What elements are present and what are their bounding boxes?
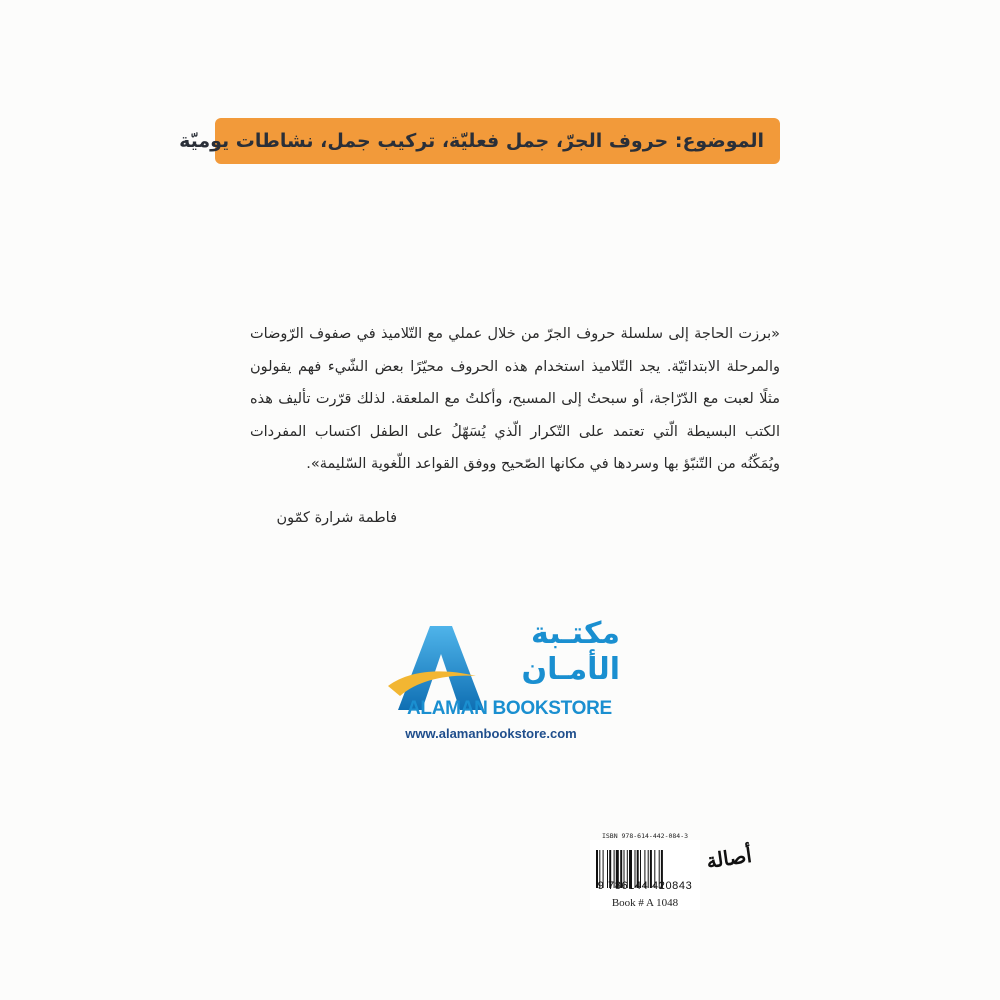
bookstore-arabic-line1: مكتـبة (531, 616, 620, 651)
topic-banner (179, 118, 780, 164)
book-number: Book # A 1048 (611, 897, 679, 909)
bookstore-arabic-line2: الأمـان (521, 652, 620, 687)
intro-paragraph: «برزت الحاجة إلى سلسلة حروف الجرّ من خلال عملي مع التّلاميذ في صفوف الرّوضات والمرحلة الابتدائيّة. يجد التّلاميذ استخدام هذه الحروف محيّرًا بعض الشّيء فهم يقولون مثلًا لعبت مع الدّرّاجة، أو سبحتُ إلى المسبح، وأكلتُ مع الملعقة. لذلك قرّرت تأليف هذه الكتب البسيطة الّتي تعتمد على التّكرار الّذي يُسَهّلُ على الطفل اكتساب المفردات ويُمَكّنُه من التّنبّؤ بها وسردها في مكانها الصّحيح ووفق القواعد اللّغوية السّليمة». (250, 326, 780, 472)
bookstore-url[interactable]: www.alamanbookstore.com (405, 726, 577, 741)
topic-text: الموضوع: حروف الجرّ، جمل فعليّة، تركيب جمل، نشاطات يوميّة (179, 130, 764, 152)
intro-text (250, 318, 780, 481)
author-name: فاطمة شرارة كمّون (276, 510, 397, 526)
publisher-logo-text: أصالة (704, 842, 754, 874)
bookstore-english-name: ALAMAN BOOKSTORE (407, 698, 612, 719)
barcode-digits: 9 786144 420843 (597, 880, 693, 892)
isbn-number: ISBN 978-614-442-084-3 (601, 832, 689, 840)
bookstore-logo (380, 618, 620, 708)
